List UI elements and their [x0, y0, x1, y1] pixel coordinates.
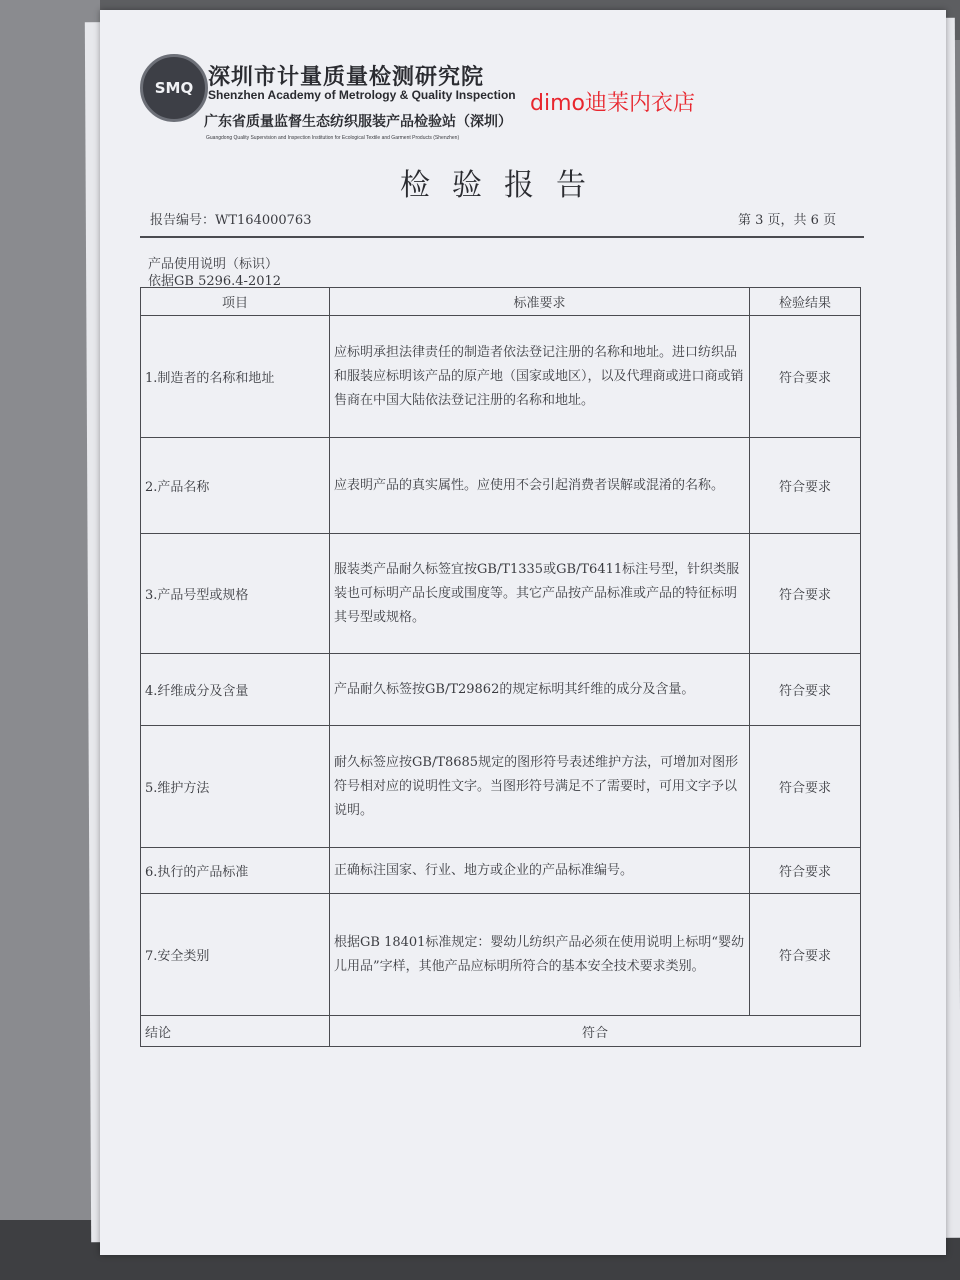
- conclusion-label: 结论: [141, 1016, 330, 1047]
- table-header-row: [141, 288, 861, 316]
- standard-reference: 依据GB 5296.4-2012: [148, 274, 282, 289]
- row-requirement: 根据GB 18401标准规定：婴幼儿纺织产品必须在使用说明上标明“婴幼儿用品”字样，其他产品应标明所符合的基本安全技术要求类别。: [330, 894, 750, 1016]
- row-item: 2.产品名称: [141, 438, 330, 534]
- header-divider: [140, 236, 864, 238]
- row-requirement: 耐久标签应按GB/T8685规定的图形符号表述维护方法，可增加对图形符号相对应的说明性文字。当图形符号满足不了需要时，可用文字予以说明。: [330, 726, 750, 848]
- row-requirement: 正确标注国家、行业、地方或企业的产品标准编号。: [330, 848, 750, 894]
- row-result: 符合要求: [750, 726, 861, 848]
- row-result: 符合要求: [750, 316, 861, 438]
- row-item: 4.纤维成分及含量: [141, 654, 330, 726]
- smq-logo-icon: SMQ: [140, 54, 208, 122]
- institute-name-cn: 深圳市计量质量检测研究院: [208, 65, 485, 90]
- row-result: 符合要求: [750, 848, 861, 894]
- table-row: [141, 438, 861, 534]
- row-requirement: 服装类产品耐久标签宜按GB/T1335或GB/T6411标注号型，针织类服装也可标明产品长度或围度等。其它产品按产品标准或产品的特征标明其号型或规格。: [330, 534, 750, 654]
- table-row: [141, 654, 861, 726]
- row-result: 符合要求: [750, 654, 861, 726]
- table-row: [141, 534, 861, 654]
- column-header-requirement: 标准要求: [330, 288, 750, 316]
- sub-institute-name-en: Guangdong Quality Supervision and Inspection Institution for Ecological Textile and Garment Products (Shenzhen): [206, 135, 460, 141]
- report-number: 报告编号：WT164000763: [150, 213, 312, 228]
- row-result: 符合要求: [750, 534, 861, 654]
- table-row: [141, 848, 861, 894]
- row-requirement: 产品耐久标签按GB/T29862的规定标明其纤维的成分及含量。: [330, 654, 750, 726]
- institute-name-en: Shenzhen Academy of Metrology & Quality Inspection: [208, 88, 516, 102]
- sub-institute-name-cn: 广东省质量监督生态纺织服装产品检验站（深圳）: [204, 114, 512, 130]
- conclusion-value: 符合: [330, 1016, 861, 1047]
- row-item: 1.制造者的名称和地址: [141, 316, 330, 438]
- row-requirement: 应标明承担法律责任的制造者依法登记注册的名称和地址。进口纺织品和服装应标明该产品的原产地（国家或地区），以及代理商或进口商或销售商在中国大陆依法登记注册的名称和地址。: [330, 316, 750, 438]
- row-item: 5.维护方法: [141, 726, 330, 848]
- row-result: 符合要求: [750, 438, 861, 534]
- column-header-item: 项目: [141, 288, 330, 316]
- row-item: 7.安全类别: [141, 894, 330, 1016]
- report-title: 检验报告: [400, 168, 608, 203]
- row-item: 3.产品号型或规格: [141, 534, 330, 654]
- conclusion-row: [141, 1016, 861, 1047]
- shop-watermark: dimo迪茉内衣店: [530, 91, 695, 116]
- page-indicator: 第 3 页，共 6 页: [738, 213, 837, 228]
- column-header-result: 检验结果: [750, 288, 861, 316]
- row-item: 6.执行的产品标准: [141, 848, 330, 894]
- table-row: [141, 894, 861, 1016]
- inspection-table: [140, 287, 861, 1047]
- table-row: [141, 726, 861, 848]
- row-requirement: 应表明产品的真实属性。应使用不会引起消费者误解或混淆的名称。: [330, 438, 750, 534]
- section-description: 产品使用说明（标识）: [148, 257, 279, 272]
- table-row: [141, 316, 861, 438]
- row-result: 符合要求: [750, 894, 861, 1016]
